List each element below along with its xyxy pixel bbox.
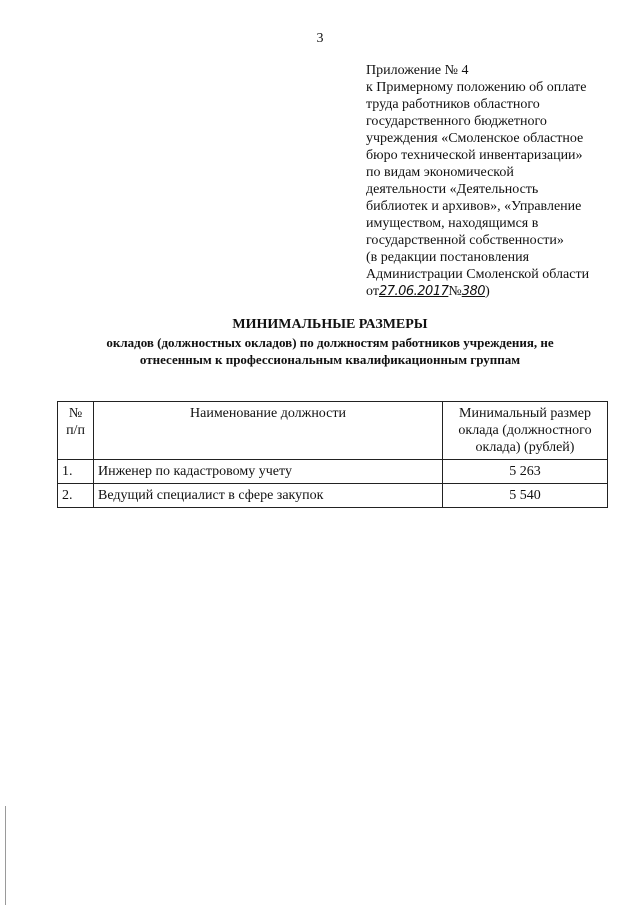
appendix-line: Администрации Смоленской области xyxy=(366,267,590,282)
appendix-line: государственного бюджетного xyxy=(366,114,547,129)
header-name: Наименование должности xyxy=(94,402,443,460)
appendix-line: деятельности «Деятельность xyxy=(366,182,539,197)
appendix-line: по видам экономической xyxy=(366,165,514,180)
appendix-line: труда работников областного xyxy=(366,97,540,112)
appendix-header xyxy=(366,62,628,300)
appendix-line: имуществом, находящимся в xyxy=(366,216,539,231)
header-num-line2: п/п xyxy=(66,423,85,438)
row-salary: 5 263 xyxy=(443,460,608,484)
number-sign: № xyxy=(448,284,462,299)
row-salary: 5 540 xyxy=(443,484,608,508)
handwritten-number: 380 xyxy=(461,284,486,299)
appendix-line: учреждения «Смоленское областное xyxy=(366,131,584,146)
row-name: Инженер по кадастровому учету xyxy=(94,460,443,484)
title-main: МИНИМАЛЬНЫЕ РАЗМЕРЫ xyxy=(232,317,428,332)
appendix-line: (в редакции постановления xyxy=(366,250,530,265)
table-header-row xyxy=(58,402,608,460)
title-sub-line2: отнесенным к профессиональным квалификационным группам xyxy=(139,352,521,367)
appendix-line: бюро технической инвентаризации» xyxy=(366,148,583,163)
header-salary xyxy=(443,402,608,460)
row-name: Ведущий специалист в сфере закупок xyxy=(94,484,443,508)
appendix-line: государственной собственности» xyxy=(366,233,564,248)
date-prefix: от xyxy=(366,284,379,299)
table-row xyxy=(58,484,608,508)
title-sub-line1: окладов (должностных окладов) по должностям работников учреждения, не xyxy=(106,335,554,350)
header-salary-line1: Минимальный размер xyxy=(459,406,591,421)
header-salary-line3: оклада) (рублей) xyxy=(475,440,575,455)
appendix-date-line xyxy=(366,283,628,300)
row-num: 2. xyxy=(58,484,94,508)
appendix-line: к Примерному положению об оплате xyxy=(366,80,587,95)
header-num xyxy=(58,402,94,460)
appendix-line: библиотек и архивов», «Управление xyxy=(366,199,582,214)
page-number: 3 xyxy=(316,31,324,46)
header-num-line1: № xyxy=(68,406,83,421)
appendix-line: Приложение № 4 xyxy=(366,63,469,78)
closing-paren: ) xyxy=(485,284,490,299)
header-salary-line2: оклада (должностного xyxy=(458,423,592,438)
table-row xyxy=(58,460,608,484)
document-title xyxy=(40,316,620,368)
row-num: 1. xyxy=(58,460,94,484)
salary-table xyxy=(57,401,608,508)
handwritten-date: 27.06.2017 xyxy=(378,284,449,299)
scan-margin-line xyxy=(5,806,6,905)
